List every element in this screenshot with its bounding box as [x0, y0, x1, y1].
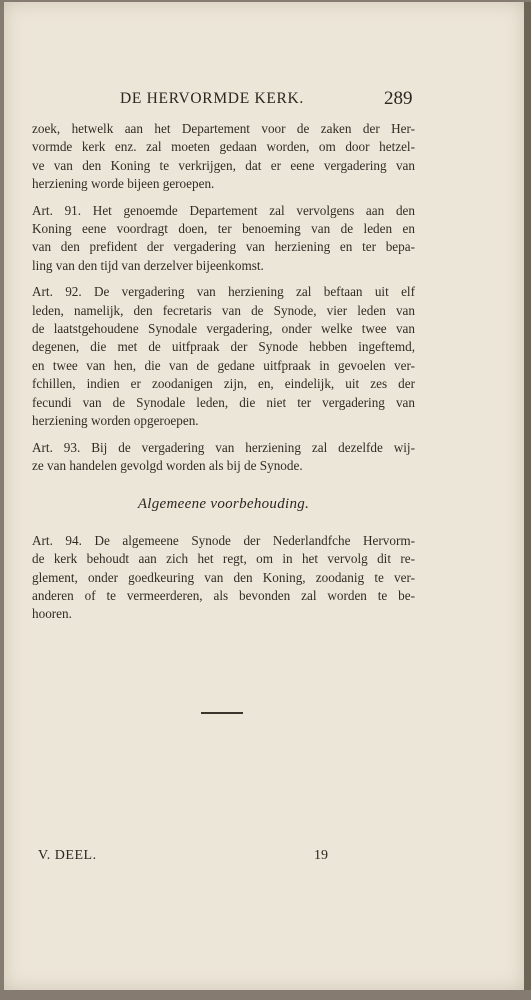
text-line: ze van handelen gevolgd worden als bij de Synode.	[32, 457, 303, 473]
page-number: 289	[384, 88, 413, 109]
text-line: zoek, hetwelk aan het Departement voor de zaken der Her-	[32, 121, 415, 136]
paragraphs-before	[32, 120, 415, 475]
page-edge-shadow	[524, 2, 531, 990]
text-line: herziening worden opgeroepen.	[32, 413, 199, 429]
text-line: degenen, die met de uitfpraak der Synode hebben ingeftemd,	[32, 339, 415, 355]
text-line: de laatstgehoudene Synodale vergadering, onder welke twee van	[32, 321, 415, 337]
paragraph	[32, 439, 415, 476]
paragraphs-after	[32, 532, 415, 624]
text-line: vormde kerk enz. zal moeten gedaan worden, om door hetzel-	[32, 139, 415, 155]
text-line: Art. 93. Bij de vergadering van herziening zal dezelfde wij-	[32, 439, 415, 455]
text-line: herziening worde bijeen geroepen.	[32, 176, 215, 192]
text-line: en twee van hen, die van de gedane uitfpraak in gevoelen ver-	[32, 357, 415, 373]
closing-rule	[201, 712, 243, 714]
text-line: anderen of te vermeerderen, als bevonden zal worden te be-	[32, 587, 415, 603]
text-line: glement, onder goedkeuring van den Koning, zoodanig te ver-	[32, 569, 415, 585]
text-line: ve van den Koning te verkrijgen, dat er eene vergadering van	[32, 157, 415, 173]
text-line: leden, namelijk, den fecretaris van de Synode, vier leden van	[32, 302, 415, 318]
text-line: van den prefident der vergadering van herziening en ter bepa-	[32, 239, 415, 255]
text-line: de kerk behoudt aan zich het regt, om in het vervolg dit re-	[32, 551, 415, 567]
text-line: Art. 94. De algemeene Synode der Nederlandfche Hervorm-	[32, 532, 415, 548]
sheet-number: 19	[314, 848, 328, 863]
running-title: DE HERVORMDE KERK.	[120, 90, 305, 107]
text-line: fecundi van de Synodale leden, die niet ter vergadering van	[32, 394, 415, 410]
text-line: ling van den tijd van derzelver bijeenkomst.	[32, 257, 264, 273]
paragraph	[32, 202, 415, 276]
text-line: fchillen, indien er zoodanigen zijn, en, eindelijk, uit zes der	[32, 376, 415, 392]
paragraph	[32, 532, 415, 624]
text-line: Koning eene voordragt doen, ter benoeming van de leden en	[32, 221, 415, 237]
text-line: Art. 91. Het genoemde Departement zal vervolgens aan den	[32, 202, 415, 218]
section-heading: Algemeene voorbehouding.	[137, 496, 310, 513]
body-text	[32, 120, 415, 632]
paragraph	[32, 120, 415, 194]
text-line: Art. 92. De vergadering van herziening zal beftaan uit elf	[32, 284, 415, 300]
book-page	[4, 2, 524, 990]
signature-mark: V. DEEL.	[38, 848, 97, 863]
paragraph	[32, 283, 415, 430]
running-header	[4, 88, 524, 112]
text-line: hooren.	[32, 606, 72, 622]
